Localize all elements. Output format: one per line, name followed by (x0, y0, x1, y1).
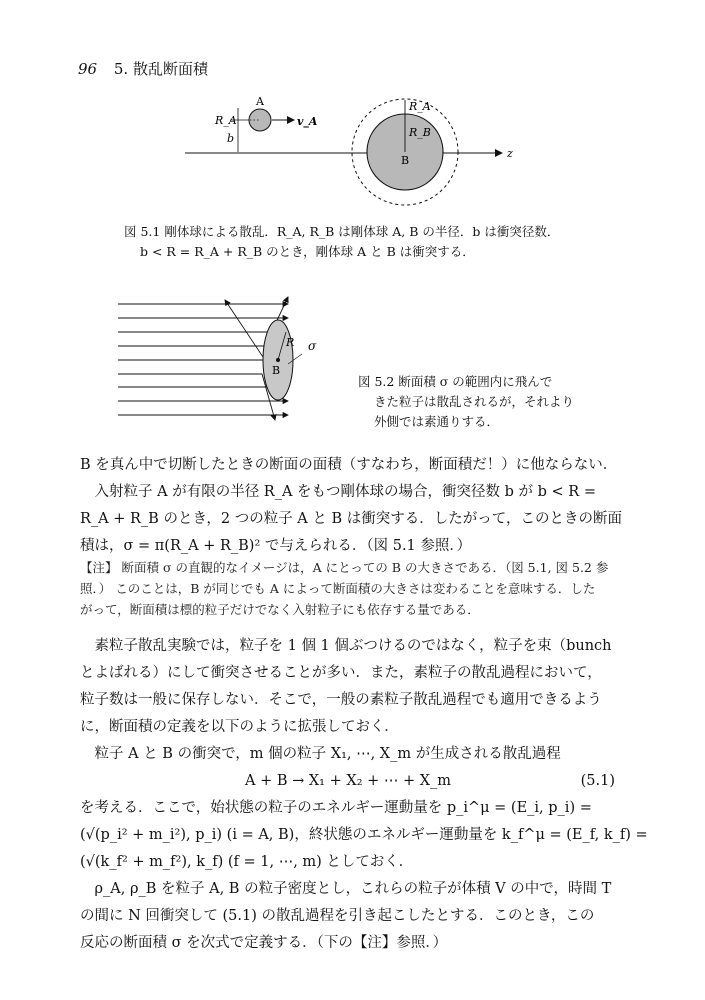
figure-5-1-caption-line2: b < R = R_A + R_B のとき，剛体球 A と B は衝突する． (140, 244, 475, 259)
figure-5-1 (180, 88, 520, 208)
text-line: R_A + R_B のとき，2 つの粒子 A と B は衝突する．したがって，このときの断面 (80, 511, 622, 527)
paragraph-5 (80, 795, 648, 876)
text-line: B を真ん中で切断したときの断面の面積（すなわち，断面積だ！）に他ならない． (80, 457, 618, 473)
note-line: 【注】 断面積 σ の直観的なイメージは，A にとっての B の大きさである．（図 5.1, 図 5.2 参 (80, 560, 609, 575)
text-line: 反応の断面積 σ を次式で定義する．（下の【注】参照．） (80, 935, 448, 951)
text-line: を考える．ここで，始状態の粒子のエネルギー運動量を p_i^μ = (E_i, p_i) = (80, 800, 592, 816)
note-line: がって，断面積は標的粒子だけでなく入射粒子にも依存する量である． (80, 602, 480, 617)
label-b-ball: B (401, 154, 410, 167)
text-line: 粒子 A と B の衝突で，m 個の粒子 X₁, ⋯, X_m が生成される散乱過程 (80, 746, 561, 762)
paragraph-3 (80, 633, 625, 741)
paragraph-2 (80, 479, 625, 560)
label-z: z (507, 147, 513, 160)
label-r: R (286, 336, 295, 349)
ray-scattered-2 (118, 300, 265, 360)
label-va: v_A (297, 115, 318, 128)
equation-5-1 (80, 768, 625, 795)
text-line: とよばれる）にして衝突させることが多い．また，素粒子の散乱過程において， (80, 665, 602, 681)
text-line: 粒子数は一般に保存しない．そこで，一般の素粒子散乱過程でも適用できるよう (80, 692, 602, 708)
equation: A + B → X₁ + X₂ + ⋯ + X_m (245, 773, 452, 789)
figure-5-2-caption-line3: 外側では素通りする． (374, 414, 500, 429)
paragraph-1 (80, 452, 625, 479)
label-a: A (256, 95, 264, 108)
text-line: 入射粒子 A が有限の半径 R_A をもつ剛体球の場合，衝突径数 b が b < R = (80, 484, 596, 500)
page-header (78, 58, 208, 79)
figure-5-2-caption-line1: 図 5.2 断面積 σ の範囲内に飛んで (358, 374, 553, 389)
chapter-title: 5. 散乱断面積 (113, 60, 208, 78)
label-ra: R_A (215, 114, 237, 127)
figure-5-2-caption-line2: きた粒子は散乱されるが，それより (374, 394, 575, 409)
text-line: に，断面積の定義を以下のように拡張しておく． (80, 719, 399, 735)
ray-scattered-3 (118, 374, 275, 420)
label-ra-top: R_A (409, 100, 431, 113)
label-sigma: σ (308, 339, 317, 353)
paragraph-4 (80, 741, 625, 768)
text-line: 素粒子散乱実験では，粒子を 1 個 1 個ぶつけるのではなく，粒子を束（bunch (80, 638, 612, 654)
text-line: (√(p_i² + m_i²), p_i) (i = A, B)，終状態のエネルギー運動量を k_f^μ = (E_f, k_f) = (80, 827, 648, 843)
page-number: 96 (78, 60, 98, 78)
label-b: B (272, 364, 281, 377)
note-line: 照．） このことは，B が同じでも A によって断面積の大きさは変わることを意味する．した (80, 581, 596, 596)
text-line: (√(k_f² + m_f²), k_f) (f = 1, ⋯, m) としておく． (80, 854, 414, 870)
figure-5-1-caption-line1: 図 5.1 剛体球による散乱．R_A, R_B は剛体球 A, B の半径．b は衝突径数． (124, 224, 560, 239)
label-b-param: b (227, 132, 235, 145)
text-line: の間に N 回衝突して (5.1) の散乱過程を引き起こしたとする．このとき，この (80, 908, 595, 924)
figure-5-2 (110, 292, 360, 427)
paragraph-6 (80, 876, 625, 957)
label-rb: R_B (409, 126, 431, 139)
equation-number: (5.1) (580, 773, 615, 789)
text-line: 積は，σ = π(R_A + R_B)² で与えられる．（図 5.1 参照．） (80, 538, 472, 554)
text-line: ρ_A, ρ_B を粒子 A, B の粒子密度とし，これらの粒子が体積 V の中で，時間 T (80, 881, 612, 897)
note-block (80, 557, 625, 620)
